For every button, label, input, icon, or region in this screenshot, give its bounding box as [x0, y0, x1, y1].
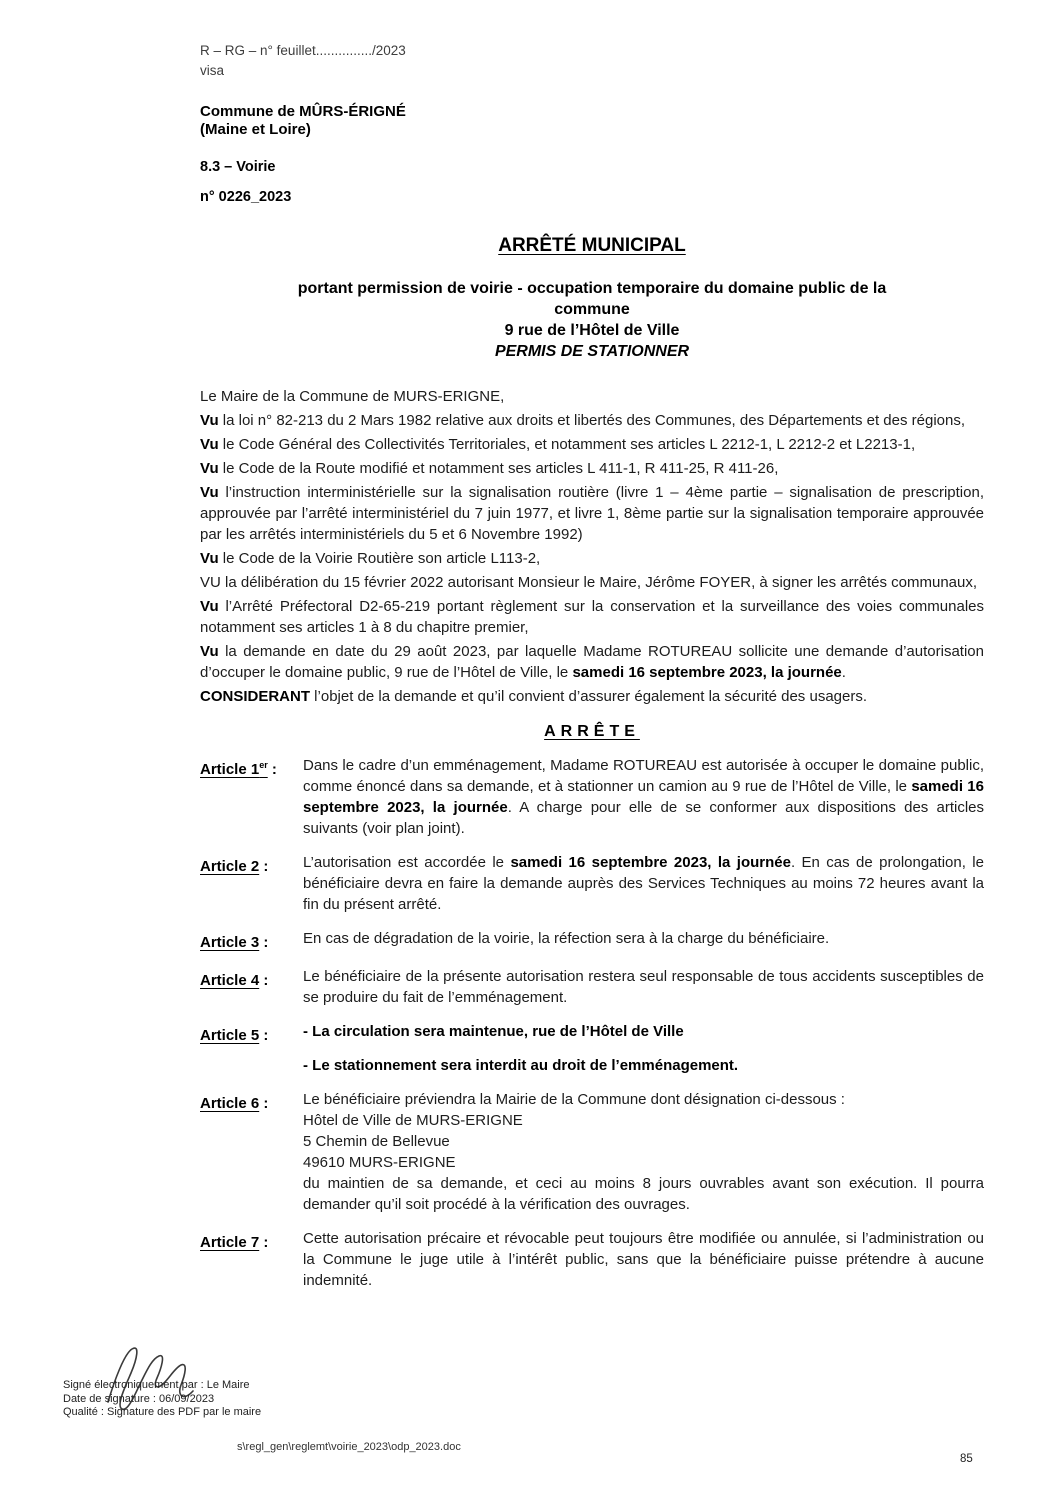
article-1-label: Article 1er :: [200, 760, 277, 778]
article-2: [200, 852, 984, 915]
signature-quality: Qualité : Signature des PDF par le maire: [63, 1406, 262, 1418]
article-2-label: Article 2 :: [200, 858, 269, 875]
vu-code-route: Vu le Code de la Route modifié et notamment ses articles L 411-1, R 411-25, R 411-26,: [200, 460, 779, 477]
article-6: [200, 1089, 984, 1215]
article-1: [200, 755, 984, 839]
article-6-address-line-3: 49610 MURS-ERIGNE: [303, 1154, 456, 1171]
document-ref-line: R – RG – n° feuillet.............../2023: [200, 43, 406, 58]
page-number: 85: [960, 1453, 973, 1465]
article-5-text-circulation: - La circulation sera maintenue, rue de l’Hôtel de Ville: [303, 1023, 684, 1040]
article-3-label: Article 3 :: [200, 934, 269, 951]
article-3: [200, 928, 984, 953]
article-2-body: [303, 852, 984, 915]
commune-name: Commune de MÛRS-ÉRIGNÉ: [200, 103, 406, 120]
vu-demande: Vu la demande en date du 29 août 2023, par laquelle Madame ROTUREAU sollicite une demande d’autorisation d’occuper le domaine public, 9 rue de l’Hôtel de Ville, le samedi 16 septembre 2023, la journée.: [200, 643, 984, 681]
document-title: ARRÊTÉ MUNICIPAL: [498, 235, 686, 256]
article-6-address-line-1: Hôtel de Ville de MURS-ERIGNE: [303, 1112, 523, 1129]
subtitle-block: [200, 278, 984, 362]
article-4-body: [303, 966, 984, 1008]
subtitle-line-2: commune: [554, 301, 630, 318]
arrete-heading: ARRÊTE: [544, 723, 640, 740]
article-3-text: En cas de dégradation de la voirie, la réfection sera à la charge du bénéficiaire.: [303, 930, 830, 947]
article-4-label: Article 4 :: [200, 972, 269, 989]
article-7-text: Cette autorisation précaire et révocable peut toujours être modifiée ou annulée, si l’administration ou la Commune le juge utile à l’intérêt public, sans que la bénéficiaire puisse prétendre à aucune indemnité.: [303, 1230, 984, 1289]
commune-block: [200, 103, 984, 139]
article-5: [200, 1021, 984, 1076]
preamble-maire: Le Maire de la Commune de MURS-ERIGNE,: [200, 388, 505, 405]
vu-arrete-prefectoral: Vu l’Arrêté Préfectoral D2-65-219 portant règlement sur la conservation et la surveillance des voies communales notamment ses articles 1 à 8 du chapitre premier,: [200, 598, 984, 636]
article-6-label: Article 6 :: [200, 1095, 269, 1112]
section-voirie: 8.3 – Voirie: [200, 159, 276, 175]
article-4-text: Le bénéficiaire de la présente autorisation restera seul responsable de tous accidents susceptibles de se produire du fait de l’emménagement.: [303, 968, 984, 1006]
article-6-text-intro: Le bénéficiaire préviendra la Mairie de la Commune dont désignation ci-dessous :: [303, 1091, 845, 1108]
article-4: [200, 966, 984, 1008]
article-6-body: [303, 1089, 984, 1215]
considerant: CONSIDERANT l’objet de la demande et qu’il convient d’assurer également la sécurité des usagers.: [200, 688, 868, 705]
subtitle-line-3: 9 rue de l’Hôtel de Ville: [504, 322, 680, 339]
signature-block: [63, 1379, 261, 1420]
article-5-text-stationnement: - Le stationnement sera interdit au droit de l’emménagement.: [303, 1057, 739, 1074]
articles-section: [200, 755, 984, 1291]
subtitle-line-4: PERMIS DE STATIONNER: [494, 343, 690, 360]
vu-loi-82-213: Vu la loi n° 82-213 du 2 Mars 1982 relative aux droits et libertés des Communes, des Départements et des régions,: [200, 412, 966, 429]
commune-departement: (Maine et Loire): [200, 121, 311, 138]
visa-label: visa: [200, 63, 225, 78]
vu-instruction-signalisation: Vu l’instruction interministérielle sur la signalisation routière (livre 1 – 4ème partie – signalisation de prescription, approuvée par l’arrêté interministériel du 7 juin 1977, et livre 1, 8ème partie sur la signalisation temporaire approuvée par les arrêtés interministériels du 5 et 6 Novembre 1992): [200, 484, 984, 543]
vu-code-voirie: Vu le Code de la Voirie Routière son article L113-2,: [200, 550, 541, 567]
article-3-body: [303, 928, 984, 953]
vu-deliberation: VU la délibération du 15 février 2022 autorisant Monsieur le Maire, Jérôme FOYER, à signer les arrêtés communaux,: [200, 574, 978, 591]
article-7-label: Article 7 :: [200, 1234, 269, 1251]
signature-signed-by: Signé électroniquement par : Le Maire: [63, 1379, 250, 1391]
doc-number: n° 0226_2023: [200, 189, 292, 205]
signature-date: Date de signature : 06/09/2023: [63, 1392, 215, 1405]
article-2-text: L’autorisation est accordée le samedi 16 septembre 2023, la journée. En cas de prolongation, le bénéficiaire devra en faire la demande auprès des Services Techniques au moins 72 heures avant la fin du présent arrêté.: [303, 854, 984, 913]
article-1-body: [303, 755, 984, 839]
article-7-body: [303, 1228, 984, 1291]
article-5-label: Article 5 :: [200, 1027, 269, 1044]
article-5-body: [303, 1021, 984, 1076]
subtitle-line-1: portant permission de voirie - occupation temporaire du domaine public de la: [297, 280, 887, 297]
article-6-address-line-2: 5 Chemin de Bellevue: [303, 1133, 450, 1150]
vu-cgct: Vu le Code Général des Collectivités Territoriales, et notamment ses articles L 2212-1, L 2212-2 et L2213-1,: [200, 436, 916, 453]
preamble: [200, 386, 984, 707]
article-6-text-suite: du maintien de sa demande, et ceci au moins 8 jours ouvrables avant son exécution. Il pourra demander qu’il soit procédé à la vérification des ouvrages.: [303, 1175, 984, 1213]
footer-file-path: s\regl_gen\reglemt\voirie_2023\odp_2023.doc: [237, 1441, 461, 1453]
article-1-text: Dans le cadre d’un emménagement, Madame ROTUREAU est autorisée à occuper le domaine public, comme énoncé dans sa demande, et à stationner un camion au 9 rue de l’Hôtel de Ville, le samedi 16 septembre 2023, la journée. A charge pour elle de se conformer aux dispositions des articles suivants (voir plan joint).: [303, 757, 984, 837]
article-7: [200, 1228, 984, 1291]
